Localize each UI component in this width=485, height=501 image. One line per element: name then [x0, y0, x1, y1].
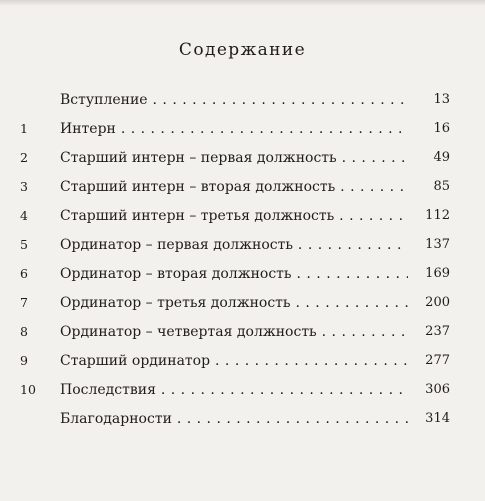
chapter-title: Ординатор – первая должность . . .	[60, 235, 408, 255]
chapter-number: 4	[20, 208, 28, 223]
toc-entry[interactable]	[20, 409, 450, 429]
toc-entry[interactable]	[20, 177, 450, 197]
chapter-title: Старший ординатор . . .	[60, 351, 408, 371]
chapter-title: Ординатор – третья должность . . .	[60, 293, 408, 313]
chapter-number: 2	[20, 150, 28, 165]
toc-entry[interactable]	[20, 322, 450, 342]
chapter-title: Старший интерн – вторая должность . . .	[60, 177, 408, 197]
page-number: 13	[433, 92, 450, 107]
toc-entry[interactable]	[20, 119, 450, 139]
chapter-number: 6	[20, 266, 28, 281]
chapter-title: Вступление . . .	[60, 90, 408, 110]
chapter-title: Благодарности . . .	[60, 409, 408, 429]
page-number: 85	[433, 179, 450, 194]
chapter-title: Старший интерн – третья должность . . .	[60, 206, 408, 226]
toc-entry[interactable]	[20, 235, 450, 255]
page-number: 137	[425, 237, 450, 252]
page-number: 200	[425, 295, 450, 310]
toc-entry[interactable]	[20, 380, 450, 400]
chapter-number: 10	[20, 382, 36, 397]
toc-entry[interactable]	[20, 206, 450, 226]
toc-entry[interactable]	[20, 351, 450, 371]
page-number: 169	[425, 266, 450, 281]
page-number: 112	[425, 208, 450, 223]
chapter-title: Ординатор – вторая должность . . .	[60, 264, 408, 284]
toc-entry[interactable]	[20, 148, 450, 168]
toc-heading: Содержание	[178, 40, 307, 60]
page-number: 306	[425, 382, 450, 397]
page-number: 314	[425, 411, 450, 426]
chapter-number: 5	[20, 237, 28, 252]
page-number: 237	[425, 324, 450, 339]
chapter-number: 8	[20, 324, 28, 339]
page-number: 16	[433, 121, 450, 136]
chapter-title: Ординатор – четвертая должность . . .	[60, 322, 408, 342]
page-number: 49	[433, 150, 450, 165]
chapter-title: Старший интерн – первая должность . . .	[60, 148, 408, 168]
toc-entry[interactable]	[20, 264, 450, 284]
chapter-number: 1	[20, 121, 28, 136]
toc-entry[interactable]	[20, 90, 450, 110]
chapter-title: Интерн . . .	[60, 119, 408, 139]
page-top-edge	[0, 0, 485, 6]
toc-entry[interactable]	[20, 293, 450, 313]
chapter-number: 7	[20, 295, 28, 310]
page-number: 277	[425, 353, 450, 368]
chapter-number: 9	[20, 353, 28, 368]
chapter-number: 3	[20, 179, 28, 194]
chapter-title: Последствия . . .	[60, 380, 408, 400]
